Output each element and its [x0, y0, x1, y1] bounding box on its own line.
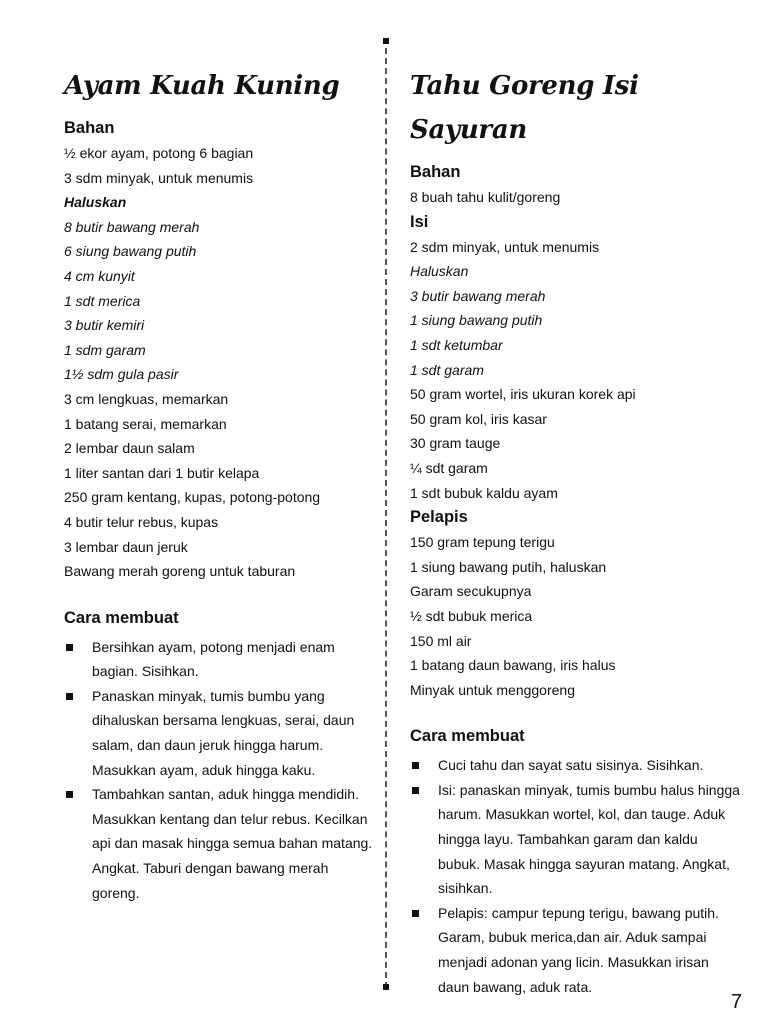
square-bullet-icon	[66, 644, 73, 651]
ingredient-line: Garam secukupnya	[410, 583, 532, 600]
square-bullet-icon	[412, 910, 419, 917]
step-item	[410, 753, 740, 778]
ingredient-line: 50 gram wortel, iris ukuran korek api	[410, 386, 636, 403]
cara-membuat-heading: Cara membuat	[64, 608, 179, 627]
ingredient-line: 1 sdt merica	[64, 292, 141, 309]
ingredient-line: 1 batang daun bawang, iris halus	[410, 657, 616, 674]
square-bullet-icon	[412, 762, 419, 769]
ingredient-line: 3 butir bawang merah	[410, 287, 546, 304]
cara-membuat-heading: Cara membuat	[410, 727, 525, 746]
square-bullet-icon	[66, 791, 73, 798]
ingredient-line: Haluskan	[64, 194, 127, 211]
ingredient-line: 1 sdt ketumbar	[410, 336, 503, 353]
ingredient-line: 1½ sdm gula pasir	[64, 366, 179, 383]
divider-top-dot	[383, 38, 389, 44]
pelapis-ingredient-list	[410, 530, 740, 702]
isi-ingredient-list	[410, 235, 740, 506]
step-text: Panaskan minyak, tumis bumbu yang dihaluskan bersama lengkuas, serai, daun salam, dan daun jeruk hingga harum. Masukkan ayam, aduk hingga kaku.	[92, 687, 355, 778]
pelapis-heading: Pelapis	[410, 508, 468, 527]
square-bullet-icon	[66, 693, 73, 700]
recipe-title: Ayam Kuah Kuning	[64, 71, 340, 101]
ingredient-line: 6 siung bawang putih	[64, 243, 197, 260]
ingredient-line: 2 sdm minyak, untuk menumis	[410, 238, 600, 255]
ingredient-line: 3 butir kemiri	[64, 317, 145, 334]
ingredient-line: 3 sdm minyak, untuk menumis	[64, 169, 254, 186]
ingredient-line: 2 lembar daun salam	[64, 440, 195, 457]
step-text: Cuci tahu dan sayat satu sisinya. Sisihkan.	[438, 757, 704, 774]
ingredient-line: 4 cm kunyit	[64, 267, 135, 284]
ingredient-line: Bawang merah goreng untuk taburan	[64, 563, 296, 580]
steps-list	[410, 753, 740, 999]
recipe-tahu-goreng-isi-sayuran	[410, 64, 740, 999]
ingredient-line: 1 batang serai, memarkan	[64, 415, 227, 432]
step-text: Bersihkan ayam, potong menjadi enam bagian. Sisihkan.	[92, 638, 335, 680]
ingredient-line: ½ sdt bubuk merica	[410, 607, 533, 624]
ingredient-line: 1 sdm garam	[64, 341, 146, 358]
recipe-title: Tahu Goreng Isi Sayuran	[410, 71, 639, 145]
recipe-ayam-kuah-kuning	[64, 64, 374, 905]
ingredient-line: 1 liter santan dari 1 butir kelapa	[64, 464, 260, 481]
ingredient-line: 30 gram tauge	[410, 435, 501, 452]
step-item	[64, 635, 374, 684]
ingredient-line: 1 siung bawang putih	[410, 312, 543, 329]
step-item	[410, 901, 740, 999]
divider-bottom-dot	[383, 984, 389, 990]
step-item	[64, 684, 374, 782]
steps-list	[64, 635, 374, 906]
ingredient-line: Haluskan	[410, 263, 469, 280]
step-item	[64, 782, 374, 905]
ingredient-line: 150 ml air	[410, 632, 472, 649]
ingredient-line: 1 sdt garam	[410, 361, 484, 378]
step-text: Isi: panaskan minyak, tumis bumbu halus hingga harum. Masukkan wortel, kol, dan tauge. Aduk hingga layu. Tambahkan garam dan kaldu bubuk. Masak hingga sayuran matang. Angkat, sisihkan.	[438, 781, 740, 897]
ingredient-line: Minyak untuk menggoreng	[410, 681, 575, 698]
page-number: 7	[730, 991, 742, 1013]
ingredient-line: 250 gram kentang, kupas, potong-potong	[64, 489, 321, 506]
step-text: Tambahkan santan, aduk hingga mendidih. Masukkan kentang dan telur rebus. Kecilkan api dan masak hingga semua bahan matang. Angkat. Taburi dengan bawang merah goreng.	[92, 786, 373, 901]
bahan-heading: Bahan	[64, 119, 115, 137]
ingredient-line: 3 lembar daun jeruk	[64, 538, 188, 555]
isi-heading: Isi	[410, 212, 429, 231]
ingredient-line: 1 siung bawang putih, haluskan	[410, 558, 607, 575]
square-bullet-icon	[412, 787, 419, 794]
step-item	[410, 778, 740, 901]
ingredient-line: ¼ sdt garam	[410, 459, 488, 476]
ingredient-line: 8 buah tahu kulit/goreng	[410, 189, 561, 205]
ingredient-line: 1 sdt bubuk kaldu ayam	[410, 484, 558, 501]
bahan-heading: Bahan	[410, 163, 461, 181]
ingredient-line: 8 butir bawang merah	[64, 218, 200, 235]
dashed-divider-line	[385, 38, 387, 988]
ingredient-line: ½ ekor ayam, potong 6 bagian	[64, 145, 254, 161]
ingredient-list	[410, 185, 740, 210]
ingredient-line: 4 butir telur rebus, kupas	[64, 513, 219, 530]
ingredient-line: 3 cm lengkuas, memarkan	[64, 390, 229, 407]
ingredient-list	[64, 141, 374, 584]
ingredient-line: 150 gram tepung terigu	[410, 534, 555, 551]
step-text: Pelapis: campur tepung terigu, bawang putih. Garam, bubuk merica,dan air. Aduk sampai menjadi adonan yang licin. Masukkan irisan daun bawang, aduk rata.	[438, 904, 719, 995]
ingredient-line: 50 gram kol, iris kasar	[410, 410, 547, 427]
